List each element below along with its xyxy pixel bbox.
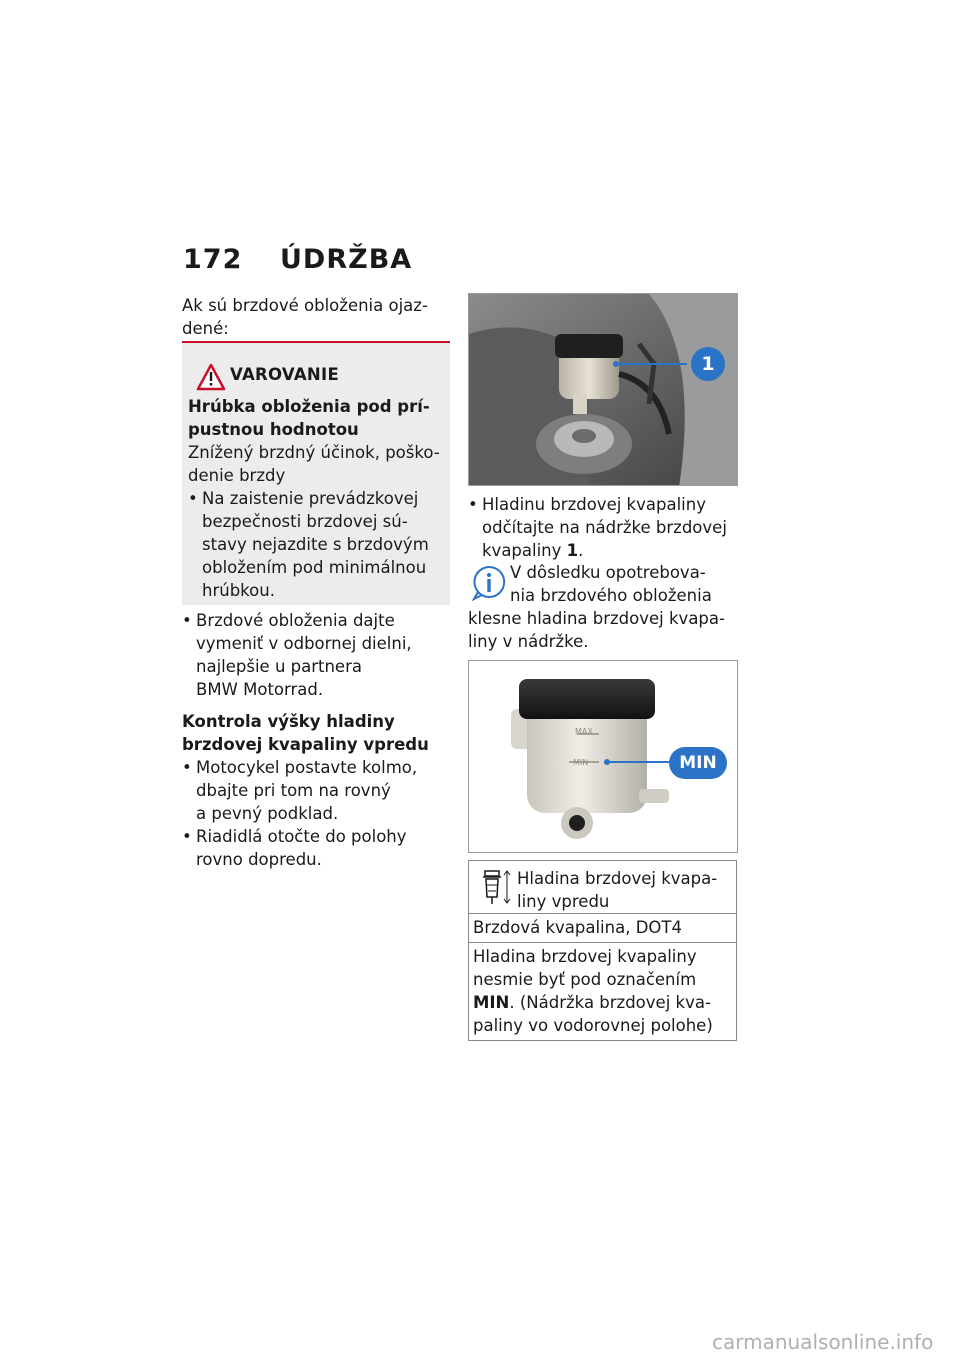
warning-triangle-icon: [196, 363, 226, 391]
read-level-bullet: • Hladinu brzdovej kvapaliny odčítajte na nádržke brzdovej kvapaliny 1.: [468, 495, 727, 560]
section-title: Kontrola výšky hladiny brzdovej kvapaliny vpredu: [182, 712, 429, 754]
bullet-icon: •: [182, 827, 192, 846]
page-header: [183, 244, 483, 278]
warning-label: VAROVANIE: [230, 365, 340, 384]
spec-fluid: Brzdová kvapalina, DOT4: [469, 914, 736, 943]
warning-title: Hrúbka obloženia pod prí- pustnou hodnotou: [188, 397, 430, 439]
bullet-icon: •: [182, 611, 192, 630]
list-item: • Riadidlá otočte do polohy rovno dopredu.: [182, 827, 407, 869]
fluid-level-icon: [481, 867, 513, 907]
chapter-title: ÚDRŽBA: [280, 244, 413, 275]
warning-box: [182, 341, 450, 605]
spec-table: [468, 860, 737, 1041]
warning-header: [182, 363, 450, 393]
max-marking: MAX: [575, 727, 593, 736]
info-note-top: V dôsledku opotrebova- nia brzdového obloženia: [510, 563, 712, 605]
info-note-bottom: klesne hladina brzdovej kvapa- liny v nádržke.: [468, 609, 725, 651]
spec-title: Hladina brzdovej kvapa- liny vpredu: [517, 869, 718, 911]
brake-reservoir-photo: [468, 293, 738, 486]
callout-1-badge: 1: [691, 347, 725, 381]
callout-reference: 1: [566, 541, 579, 560]
warning-body: [188, 395, 446, 602]
page-number: 172: [183, 244, 243, 275]
bullet-icon: •: [468, 495, 478, 514]
info-icon: [472, 565, 506, 601]
warning-description: Znížený brzdný účinok, poško- denie brzdy: [188, 443, 440, 485]
spec-rule: Hladina brzdovej kvapaliny nesmie byť pod označením MIN. (Nádržka brzdovej kva- paliny vo vodorovnej polohe): [473, 947, 713, 1035]
bullet-icon: •: [182, 758, 192, 777]
intro-text: Ak sú brzdové obloženia ojaz- dené:: [182, 296, 428, 338]
bullet-icon: •: [188, 489, 198, 508]
spec-header: [469, 861, 736, 914]
min-badge: MIN: [669, 747, 727, 779]
min-reference: MIN: [473, 993, 510, 1012]
replace-bullet: • Brzdové obloženia dajte vymeniť v odbornej dielni, najlepšie u partnera BMW Motorrad.: [182, 611, 412, 699]
list-item: • Motocykel postavte kolmo, dbajte pri tom na rovný a pevný podklad.: [182, 758, 418, 823]
min-marking: MIN: [573, 758, 589, 767]
steps-list: [182, 756, 452, 871]
warning-bullet: • Na zaistenie prevádzkovej bezpečnosti brzdovej sú- stavy nejazdite s brzdovým obložením pod minimálnou hrúbkou.: [188, 489, 429, 600]
watermark: carmanualsonline.info: [712, 1330, 934, 1354]
reservoir-min-photo: [468, 660, 738, 853]
reservoir-illustration: [469, 294, 738, 486]
